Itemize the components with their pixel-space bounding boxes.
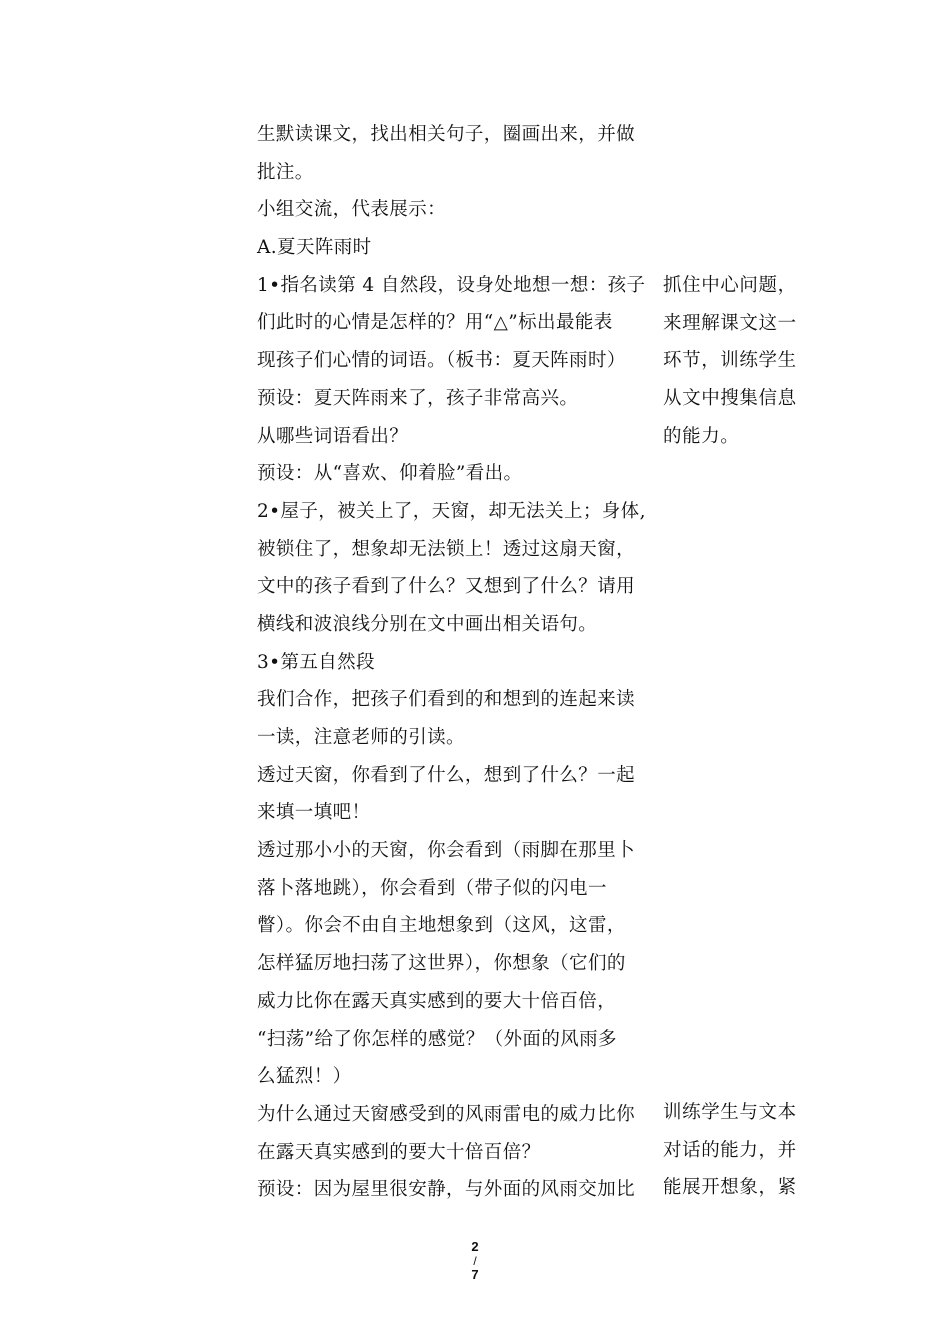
body-text-line: 生默读课文，找出相关句子，圈画出来，并做 [257,124,636,145]
body-text-line: 透过那小小的天窗，你会看到（雨脚在那里卜 [257,840,636,862]
body-text-line: A.夏天阵雨时 [257,237,372,259]
side-note-dialogue-imagination [663,1094,805,1207]
side-note-info-gathering [663,267,805,455]
side-note-line: 能展开想象，紧 [663,1177,797,1199]
body-text-line: 预设：从“喜欢、仰着脸”看出。 [257,463,523,485]
body-text-line: 来填一填吧！ [257,802,371,824]
side-note-line: 对话的能力，并 [663,1139,797,1161]
body-text-line: 3•第五自然段 [257,651,375,673]
side-note-line: 的能力。 [663,425,740,447]
body-text-line: 怎样猛厉地扫荡了这世界），你想象（它们的 [257,953,626,975]
lesson-body-text [257,116,653,1209]
body-text-line: 威力比你在露天真实感到的要大十倍百倍， [257,990,617,1012]
body-text-line: 批注。 [257,161,314,183]
side-note-line: 训练学生与文本 [663,1102,797,1123]
page-number [455,1240,495,1282]
body-text-line: 2•屋子，被关上了，天窗，却无法关上；身体, [257,500,646,522]
body-text-line: 从哪些词语看出？ [257,425,409,447]
body-text-line: 小组交流，代表展示： [257,199,447,221]
side-note-line: 从文中搜集信息 [663,388,797,410]
body-text-line: 们此时的心情是怎样的？用“△”标出最能表 [257,312,613,334]
body-text-line: 瞥）。你会不由自主地想象到（这风，这雷， [257,915,626,937]
body-text-line: 横线和波浪线分别在文中画出相关语句。 [257,613,598,635]
body-text-line: 透过天窗，你看到了什么，想到了什么？一起 [257,764,636,786]
body-text-line: 我们合作，把孩子们看到的和想到的连起来读 [257,689,636,711]
page-separator: / [473,1254,477,1268]
side-note-line: 抓住中心问题， [663,275,797,296]
body-text-line: 预设：因为屋里很安静，与外面的风雨交加比 [257,1179,636,1201]
body-text-line: 在露天真实感到的要大十倍百倍？ [257,1141,541,1163]
body-text-line: 落卜落地跳），你会看到（带子似的闪电一 [257,877,607,899]
body-text-line: 为什么通过天窗感受到的风雨雷电的威力比你 [257,1103,636,1125]
body-text-line: 预设：夏天阵雨来了，孩子非常高兴。 [257,387,579,409]
page-total: 7 [471,1267,479,1282]
body-text-line: 现孩子们心情的词语。（板书：夏天阵雨时） [257,350,626,372]
side-note-line: 环节，训练学生 [663,350,797,372]
page-current: 2 [471,1239,479,1254]
body-text-line: “扫荡”给了你怎样的感觉？（外面的风雨多 [257,1028,617,1050]
body-text-line: 一读，注意老师的引读。 [257,727,465,748]
body-text-line: 文中的孩子看到了什么？又想到了什么？请用 [257,576,636,598]
side-note-line: 来理解课文这一 [663,312,797,334]
body-text-line: 被锁住了，想象却无法锁上！透过这扇天窗， [257,538,636,560]
body-text-line: 么猛烈！） [257,1066,352,1088]
body-text-line: 1•指名读第 4 自然段，设身处地想一想：孩子 [257,274,646,296]
